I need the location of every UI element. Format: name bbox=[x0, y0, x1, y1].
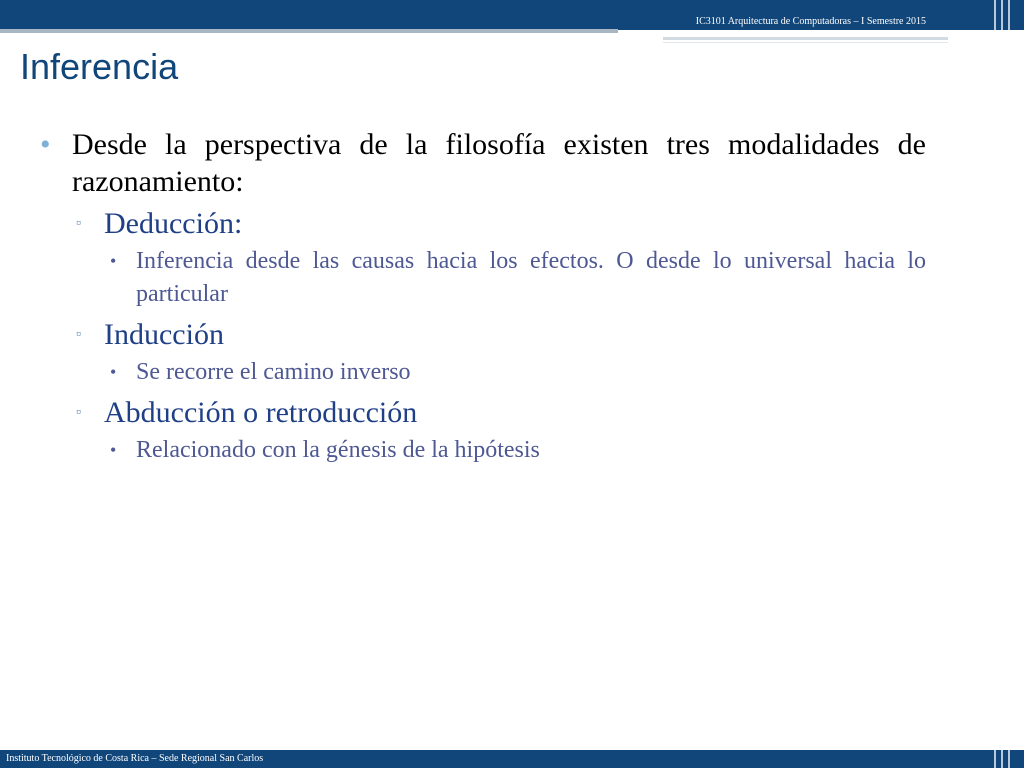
detail-item bbox=[36, 356, 926, 389]
sub-item-label: Deducción: bbox=[104, 207, 243, 240]
detail-text: Inferencia desde las causas hacia los efectos. O desde lo universal hacia lo particular bbox=[136, 248, 926, 307]
detail-text: Relacionado con la génesis de la hipótesis bbox=[136, 437, 540, 463]
sub-item-label: Inducción bbox=[104, 318, 224, 351]
header-accent-line-2 bbox=[663, 37, 948, 40]
header-bar bbox=[0, 0, 1024, 30]
header-accent-line bbox=[0, 29, 618, 33]
header-accent-line-3 bbox=[663, 42, 948, 43]
sub-item-label: Abducción o retroducción bbox=[104, 396, 418, 429]
course-header: IC3101 Arquitectura de Computadoras – I Semestre 2015 bbox=[695, 16, 926, 27]
bullet-main bbox=[36, 126, 926, 200]
slide-title: Inferencia bbox=[20, 46, 179, 87]
detail-text: Se recorre el camino inverso bbox=[136, 359, 411, 385]
footer-institution: Instituto Tecnológico de Costa Rica – Sede Regional San Carlos bbox=[6, 753, 264, 764]
square-bullet-icon: ▫ bbox=[76, 405, 81, 420]
sub-item-induccion bbox=[36, 316, 926, 354]
square-bullet-icon: ▫ bbox=[76, 216, 81, 231]
small-dot-icon: • bbox=[110, 251, 117, 271]
sub-item-deduccion bbox=[36, 205, 926, 243]
bullet-main-text: Desde la perspectiva de la filosofía existen tres modalidades de razonamiento: bbox=[72, 128, 926, 198]
footer-decoration bbox=[988, 750, 1024, 768]
slide-content bbox=[36, 126, 926, 467]
small-dot-icon: • bbox=[110, 362, 117, 382]
footer-bar bbox=[0, 750, 1024, 768]
sub-item-abduccion bbox=[36, 394, 926, 432]
small-dot-icon: • bbox=[110, 440, 117, 460]
square-bullet-icon: ▫ bbox=[76, 327, 81, 342]
bullet-dot-icon: • bbox=[40, 128, 51, 161]
detail-item bbox=[36, 434, 926, 467]
header-decoration bbox=[988, 0, 1024, 30]
detail-item bbox=[36, 245, 926, 311]
